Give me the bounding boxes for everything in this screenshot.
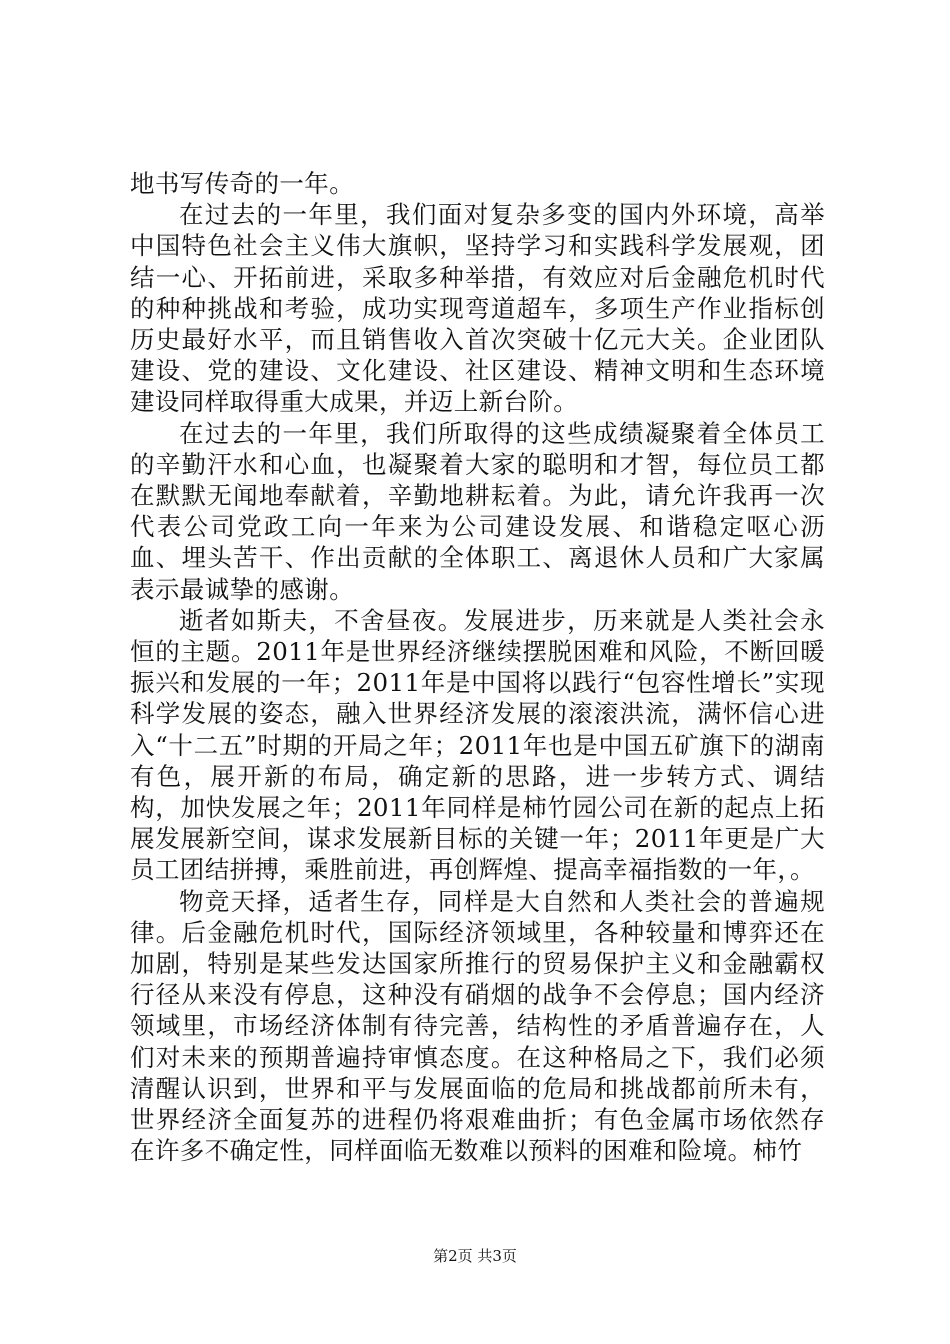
paragraph-5: 物竞天择，适者生存，同样是大自然和人类社会的普遍规律。后金融危机时代，国际经济领域里，各种较量和博弈还在加剧，特别是某些发达国家所推行的贸易保护主义和金融霸权行径从来没有停息，这种没有硝烟的战争不会停息；国内经济领域里，市场经济体制有待完善，结构性的矛盾普遍存在，人们对未来的预期普遍持审慎态度。在这种格局之下，我们必须清醒认识到，世界和平与发展面临的危局和挑战都前所未有，世界经济全面复苏的进程仍将艰难曲折；有色金属市场依然存在许多不确定性，同样面临无数难以预料的困难和险境。柿竹 [130, 886, 825, 1166]
document-body [130, 168, 825, 1167]
page-footer [0, 1245, 950, 1266]
paragraph-3: 在过去的一年里，我们所取得的这些成绩凝聚着全体员工的辛勤汗水和心血，也凝聚着大家的聪明和才智，每位员工都在默默无闻地奉献着，辛勤地耕耘着。为此，请允许我再一次代表公司党政工向一年来为公司建设发展、和谐稳定呕心沥血、埋头苦干、作出贡献的全体职工、离退休人员和广大家属表示最诚挚的感谢。 [130, 418, 825, 604]
page-number-label: 第2页 共3页 [433, 1247, 517, 1265]
paragraph-2: 在过去的一年里，我们面对复杂多变的国内外环境，高举中国特色社会主义伟大旗帜，坚持学习和实践科学发展观，团结一心、开拓前进，采取多种举措，有效应对后金融危机时代的种种挑战和考验，成功实现弯道超车，多项生产作业指标创历史最好水平，而且销售收入首次突破十亿元大关。企业团队建设、党的建设、文化建设、社区建设、精神文明和生态环境建设同样取得重大成果，并迈上新台阶。 [130, 200, 825, 417]
paragraph-1: 地书写传奇的一年。 [130, 169, 355, 198]
paragraph-4: 逝者如斯夫，不舍昼夜。发展进步，历来就是人类社会永恒的主题。2011年是世界经济继续摆脱困难和风险，不断回暖振兴和发展的一年；2011年是中国将以践行“包容性增长”实现科学发展的姿态，融入世界经济发展的滚滚洪流，满怀信心进入“十二五”时期的开局之年；2011年也是中国五矿旗下的湖南有色，展开新的布局，确定新的思路，进一步转方式、调结构，加快发展之年；2011年同样是柿竹园公司在新的起点上拓展发展新空间，谋求发展新目标的关键一年；2011年更是广大员工团结拼搏，乘胜前进，再创辉煌、提高幸福指数的一年，。 [130, 605, 825, 885]
